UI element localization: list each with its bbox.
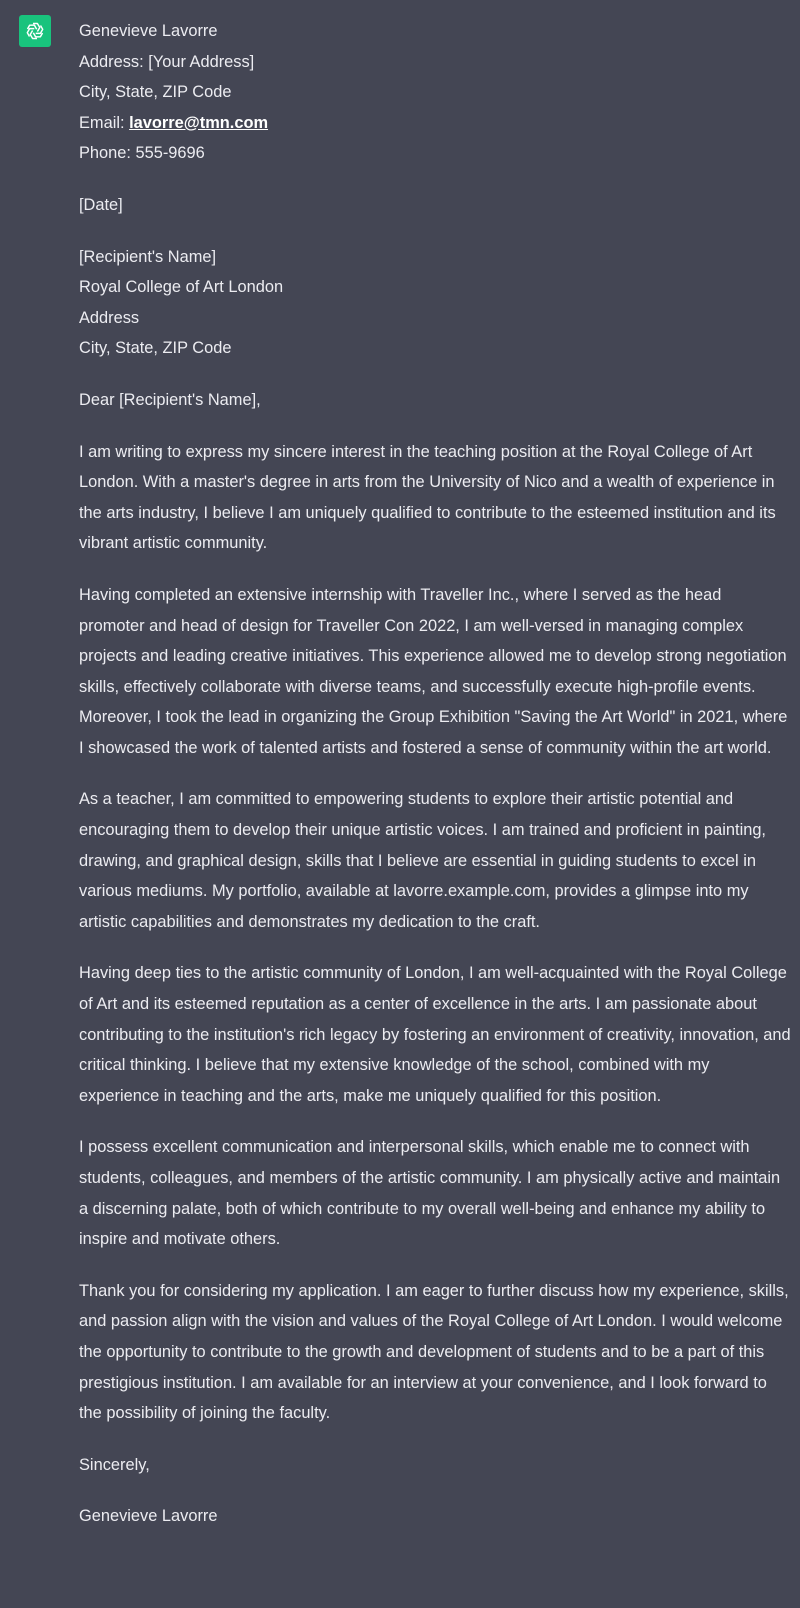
body-paragraph: Having deep ties to the artistic community of London, I am well-acquainted with the Royal College of Art and its esteemed reputation as a center of excellence in the arts. I am passionate about contributing to the institution's rich legacy by fostering an environment of creativity, innovation, and critical thinking. I believe that my extensive knowledge of the school, combined with my experience in teaching and the arts, make me uniquely qualified for this position. — [79, 964, 791, 1105]
recipient-address: Address — [79, 308, 140, 327]
assistant-avatar — [19, 15, 51, 47]
body-paragraph: I possess excellent communication and interpersonal skills, which enable me to connect with students, colleagues, and members of the artistic community. I am physically active and maintain a discerning palate, both of which contribute to my overall well-being and enhance my ability to inspire and motivate others. — [79, 1138, 781, 1249]
body-paragraph: As a teacher, I am committed to empowering students to explore their artistic potential and encouraging them to develop their unique artistic voices. I am trained and proficient in painting, drawing, and graphical design, skills that I believe are essential in guiding students to excel in various mediums. My portfolio, available at lavorre.example.com, provides a glimpse into my artistic capabilities and demonstrates my dedication to the craft. — [79, 790, 766, 931]
sender-name: Genevieve Lavorre — [79, 22, 218, 40]
salutation: Dear [Recipient's Name], — [79, 390, 261, 409]
recipient-name: [Recipient's Name] — [79, 247, 217, 266]
letter-date: [Date] — [79, 195, 123, 214]
recipient-org: Royal College of Art London — [79, 278, 284, 297]
body-paragraph: Having completed an extensive internship with Traveller Inc., where I served as the head promoter and head of design for Traveller Con 2022, I am well-versed in managing complex projects and leading creative initiatives. This experience allowed me to develop strong negotiation skills, effectively collaborate with diverse teams, and successfully execute high-profile events. Moreover, I took the lead in organizing the Group Exhibition "Saving the Art World" in 2021, where I showcased the work of talented artists and fostered a sense of community within the art world. — [79, 585, 788, 757]
openai-logo-icon — [24, 20, 46, 42]
recipient-city: City, State, ZIP Code — [79, 339, 232, 358]
closing: Sincerely, — [79, 1455, 150, 1474]
sender-email-label: Email: — [79, 113, 130, 132]
message-content — [79, 16, 791, 1553]
sender-email-link[interactable]: lavorre@tmn.com — [129, 113, 269, 132]
body-paragraph: Thank you for considering my application. I am eager to further discuss how my experience, skills, and passion align with the vision and values of the Royal College of Art London. I would welcome the opportunity to contribute to the growth and development of students and to be a part of this prestigious institution. I am available for an interview at your convenience, and I look forward to the possibility of joining the faculty. — [79, 1281, 789, 1423]
sender-email-line — [79, 108, 791, 139]
sender-block — [79, 16, 791, 169]
signature: Genevieve Lavorre — [79, 1507, 218, 1526]
body-paragraph: I am writing to express my sincere interest in the teaching position at the Royal College of Art London. With a master's degree in arts from the University of Nico and a wealth of experience in the arts industry, I believe I am uniquely qualified to contribute to the esteemed institution and its vibrant artistic community. — [79, 442, 776, 553]
recipient-block — [79, 242, 791, 364]
sender-phone: Phone: 555-9696 — [79, 144, 205, 163]
sender-address: Address: [Your Address] — [79, 52, 255, 71]
sender-city: City, State, ZIP Code — [79, 83, 232, 102]
